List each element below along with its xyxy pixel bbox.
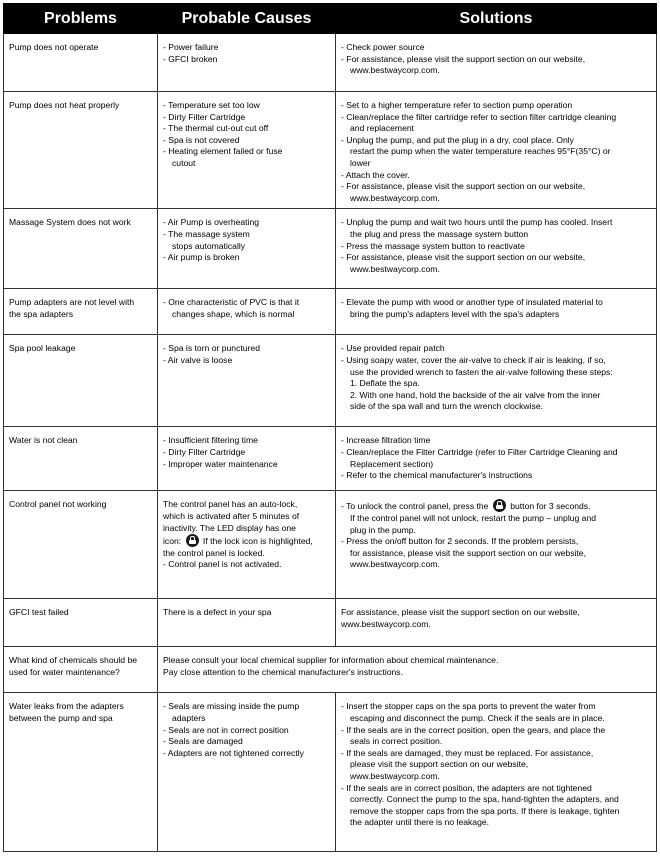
problem-text: Spa pool leakage	[9, 343, 76, 354]
solution-text: the adapter until there is no leakage.	[350, 817, 490, 828]
problem-text: used for water maintenance?	[9, 666, 120, 677]
problem-cell	[4, 209, 158, 289]
problem-text: Pump adapters are not level with	[9, 297, 135, 308]
cause-text: - Spa is torn or punctured	[163, 343, 260, 354]
problem-cell	[4, 491, 158, 599]
cause-text: stops automatically	[172, 240, 246, 251]
cause-text: There is a defect in your spa	[163, 607, 272, 618]
problem-cell	[4, 335, 158, 427]
cause-text: adapters	[172, 712, 206, 723]
solution-text: www.bestwaycorp.com.	[350, 559, 440, 570]
row-pump-not-heating	[4, 92, 657, 209]
problem-text: Water is not clean	[9, 435, 78, 446]
cause-text: - Seals are missing inside the pump	[163, 701, 300, 712]
problem-text: GFCI test failed	[9, 607, 69, 618]
causes-cell	[158, 209, 336, 289]
cause-text: - The massage system	[163, 228, 250, 239]
solution-text: www.bestwaycorp.com.	[350, 770, 440, 781]
solution-text: If the control panel will not unlock, restart the pump – unplug and	[350, 512, 597, 523]
cause-text: icon: If the lock icon is highlighted,	[163, 536, 313, 547]
row-water-not-clean	[4, 427, 657, 491]
cause-text: - Heating element failed or fuse	[163, 146, 283, 157]
solution-text: seals in correct position.	[350, 736, 443, 747]
solution-text: - Using soapy water, cover the air-valve to check if air is leaking, if so,	[341, 354, 606, 365]
merged-answer-cell	[158, 647, 657, 693]
cause-text: - Adapters are not tightened correctly	[163, 747, 304, 758]
solution-text: - Clean/replace the filter cartridge refer to section filter cartridge cleaning	[341, 111, 617, 122]
causes-cell	[158, 92, 336, 209]
solution-text: - If the seals are in the correct position, open the gears, and place the	[341, 724, 606, 735]
problem-cell	[4, 693, 158, 852]
solution-text: - Set to a higher temperature refer to section pump operation	[341, 100, 573, 110]
cause-text: - GFCI broken	[163, 53, 218, 64]
cause-text: the control panel is locked.	[163, 547, 265, 558]
problem-text: What kind of chemicals should be	[9, 655, 138, 666]
solution-text: www.bestwaycorp.com.	[350, 192, 440, 203]
answer-text: Pay close attention to the chemical manufacturer's instructions.	[163, 666, 403, 677]
lock-icon	[493, 499, 506, 512]
row-chemicals	[4, 647, 657, 693]
causes-cell	[158, 34, 336, 92]
solution-text: bring the pump's adapters level with the spa's adapters	[350, 308, 560, 319]
cause-text: - Seals are damaged	[163, 736, 243, 747]
solution-text: correctly. Connect the pump to the spa, hand-tighten the adapters, and	[350, 794, 619, 805]
problem-cell	[4, 647, 158, 693]
header-row	[4, 4, 657, 34]
solution-text: - For assistance, please visit the support section on our website,	[341, 181, 586, 192]
problem-text: Control panel not working	[9, 499, 107, 510]
problem-text: Pump does not operate	[9, 42, 99, 52]
solution-text: please visit the support section on our website,	[350, 759, 529, 770]
cause-text: - One characteristic of PVC is that it	[163, 297, 300, 308]
problem-cell	[4, 427, 158, 491]
cause-text: - Control panel is not activated.	[163, 559, 282, 570]
row-pump-does-not-operate	[4, 34, 657, 92]
problem-text: between the pump and spa	[9, 712, 113, 723]
row-pump-adapters-level	[4, 289, 657, 335]
solution-text: www.bestwaycorp.com.	[350, 65, 440, 76]
solution-text: - Check power source	[341, 42, 425, 52]
solution-text: - Use provided repair patch	[341, 343, 445, 354]
row-gfci-test	[4, 599, 657, 647]
row-spa-leakage	[4, 335, 657, 427]
solution-text: - Refer to the chemical manufacturer's instructions	[341, 470, 533, 481]
problem-cell	[4, 599, 158, 647]
solution-text: - Unplug the pump, and put the plug in a dry, cool place. Only	[341, 134, 574, 145]
causes-cell	[158, 427, 336, 491]
solution-text: - Elevate the pump with wood or another type of insulated material to	[341, 297, 603, 308]
solution-text: lower	[350, 157, 371, 168]
cause-text: - Air valve is loose	[163, 354, 233, 365]
solution-text: - If the seals are damaged, they must be replaced. For assistance,	[341, 747, 594, 758]
solution-text: - Insert the stopper caps on the spa ports to prevent the water from	[341, 701, 596, 712]
cause-text: changes shape, which is normal	[172, 308, 295, 319]
solution-text: plug in the pump.	[350, 524, 416, 535]
solutions-cell	[336, 427, 657, 491]
row-water-leaks-adapters	[4, 693, 657, 852]
header-problems: Problems	[4, 4, 158, 34]
cause-text: inactivity. The LED display has one	[163, 522, 296, 533]
solution-text: for assistance, please visit the support section on our website,	[350, 547, 586, 558]
header-solutions: Solutions	[336, 4, 657, 34]
header-causes: Probable Causes	[158, 4, 336, 34]
solution-text: www.bestwaycorp.com.	[350, 263, 440, 274]
problem-cell	[4, 34, 158, 92]
solution-text: - Clean/replace the Filter Cartridge (refer to Filter Cartridge Cleaning and	[341, 446, 618, 457]
cause-text: cutout	[172, 157, 196, 168]
solutions-cell	[336, 289, 657, 335]
causes-cell	[158, 491, 336, 599]
problem-text: the spa adapters	[9, 308, 74, 319]
lock-icon	[186, 534, 199, 547]
solution-text: escaping and disconnect the pump. Check if the seals are in place.	[350, 712, 605, 723]
solution-text: - Increase filtration time	[341, 435, 431, 446]
causes-cell	[158, 599, 336, 647]
solution-text: Replacement section)	[350, 458, 434, 469]
solution-text: restart the pump when the water temperature reaches 95°F(35°C) or	[350, 146, 611, 157]
solution-text: - Unplug the pump and wait two hours until the pump has cooled. Insert	[341, 217, 613, 228]
solutions-cell	[336, 34, 657, 92]
problem-cell	[4, 289, 158, 335]
troubleshooting-table	[3, 3, 657, 852]
solution-text: - Press the massage system button to reactivate	[341, 240, 525, 251]
cause-text: The control panel has an auto-lock,	[163, 499, 298, 510]
cause-text: which is activated after 5 minutes of	[163, 510, 300, 521]
solution-text: For assistance, please visit the support section on our website,	[341, 607, 580, 618]
solution-text: 2. With one hand, hold the backside of the air valve from the inner	[350, 389, 601, 400]
solutions-cell	[336, 693, 657, 852]
solution-text: - If the seals are in correct position, the adapters are not tightened	[341, 782, 592, 793]
cause-text: - Spa is not covered	[163, 134, 240, 145]
cause-text: - Air pump is broken	[163, 252, 240, 263]
solution-text: - For assistance, please visit the support section on our website,	[341, 252, 586, 263]
solution-text: - Press the on/off button for 2 seconds. If the problem persists,	[341, 536, 579, 547]
cause-text: - Air Pump is overheating	[163, 217, 260, 228]
causes-cell	[158, 335, 336, 427]
solution-text: 1. Deflate the spa.	[350, 378, 420, 389]
solutions-cell	[336, 491, 657, 599]
cause-text: - The thermal cut-out cut off	[163, 123, 269, 134]
solutions-cell	[336, 335, 657, 427]
solution-text: use the provided wrench to fasten the air-valve following these steps:	[350, 366, 613, 377]
row-control-panel	[4, 491, 657, 599]
problem-text: Massage System does not work	[9, 217, 131, 228]
solutions-cell	[336, 599, 657, 647]
causes-cell	[158, 693, 336, 852]
solution-text: - For assistance, please visit the support section on our website,	[341, 53, 586, 64]
solution-text: the plug and press the massage system button	[350, 228, 529, 239]
solution-text: side of the spa wall and turn the wrench clockwise.	[350, 401, 543, 412]
cause-text: - Insufficient filtering time	[163, 435, 258, 446]
problem-text: Water leaks from the adapters	[9, 701, 124, 712]
solution-text: - Attach the cover.	[341, 169, 410, 180]
solution-text: and replacement	[350, 123, 415, 134]
solution-text: - To unlock the control panel, press the button for 3 seconds.	[341, 501, 591, 512]
cause-text: - Seals are not in correct position	[163, 724, 289, 735]
cause-text: - Temperature set too low	[163, 100, 260, 110]
row-massage-system	[4, 209, 657, 289]
cause-text: - Dirty Filter Cartridge	[163, 446, 246, 457]
problem-text: Pump does not heat properly	[9, 100, 120, 110]
solution-text: remove the stopper caps from the spa ports. If there is leakage, tighten	[350, 805, 620, 816]
cause-text: - Dirty Filter Cartridge	[163, 111, 246, 122]
problem-cell	[4, 92, 158, 209]
causes-cell	[158, 289, 336, 335]
solution-text: www.bestwaycorp.com.	[341, 618, 431, 629]
solutions-cell	[336, 209, 657, 289]
cause-text: - Improper water maintenance	[163, 458, 278, 469]
solutions-cell	[336, 92, 657, 209]
cause-text: - Power failure	[163, 42, 219, 52]
answer-text: Please consult your local chemical supplier for information about chemical maintenance.	[163, 655, 499, 666]
